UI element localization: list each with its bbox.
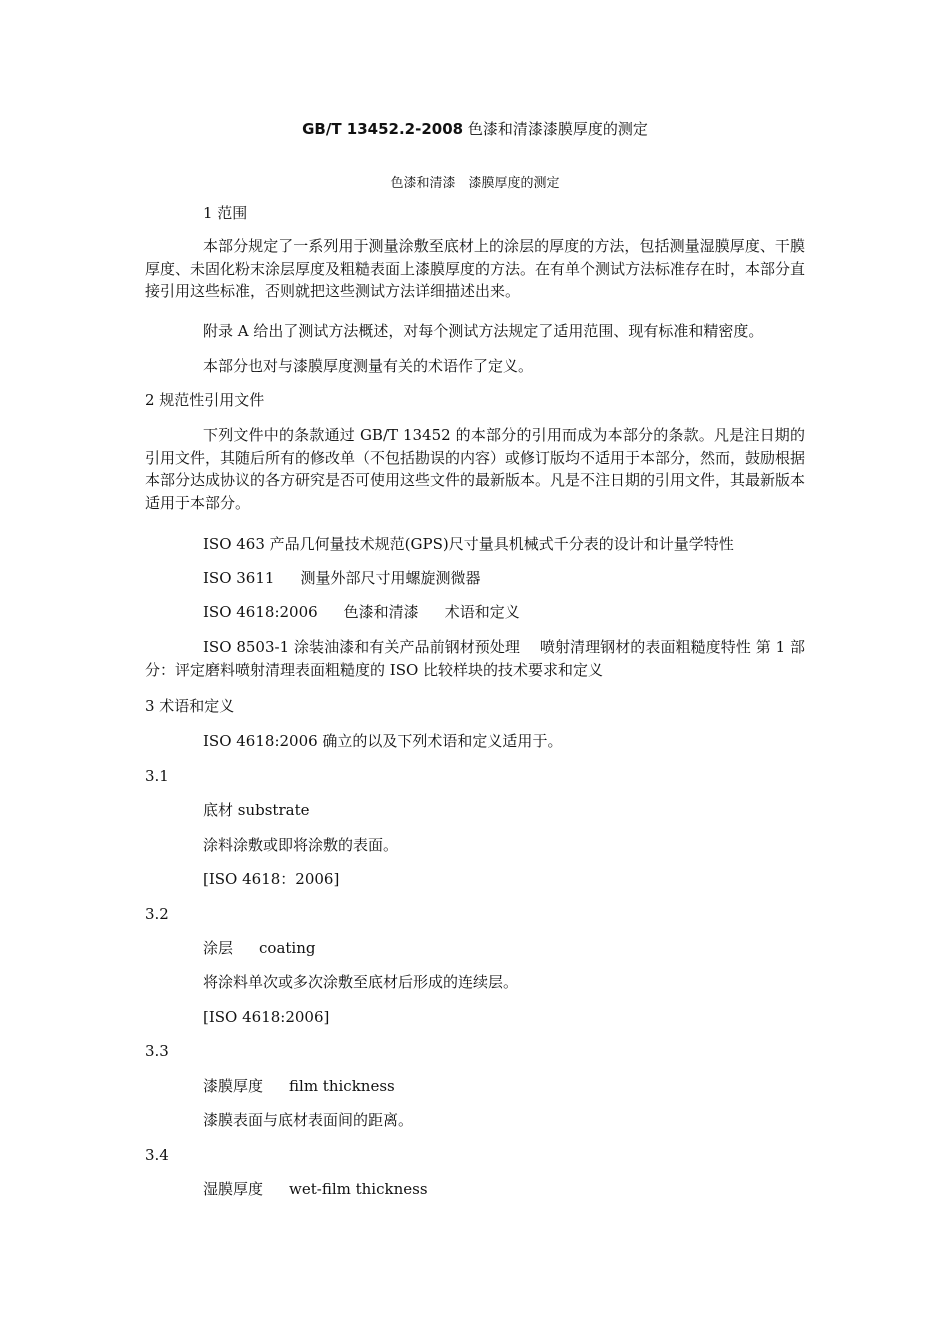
section-1-paragraph-2: 附录 A 给出了测试方法概述，对每个测试方法规定了适用范围、现有标准和精密度。 <box>203 322 764 340</box>
term-3-4-number: 3.4 <box>145 1146 169 1164</box>
section-3-paragraph-1: ISO 4618:2006 确立的以及下列术语和定义适用于。 <box>203 732 563 750</box>
term-3-2-source: [ISO 4618:2006] <box>203 1008 330 1026</box>
term-3-3-term: 漆膜厚度 <box>203 1077 264 1095</box>
term-3-2-name <box>203 937 315 959</box>
term-3-4-name <box>203 1178 428 1200</box>
term-3-3-name <box>203 1075 395 1097</box>
term-3-3-definition: 漆膜表面与底材表面间的距离。 <box>203 1111 414 1129</box>
term-3-1-source: [ISO 4618：2006] <box>203 870 340 888</box>
term-3-3-number: 3.3 <box>145 1042 169 1060</box>
reference-3 <box>203 601 520 623</box>
reference-3-text-a: 色漆和清漆 <box>343 603 419 621</box>
document-title <box>0 118 950 139</box>
term-3-2-definition: 将涂料单次或多次涂敷至底材后形成的连续层。 <box>203 973 519 991</box>
reference-1: ISO 463 产品几何量技术规范(GPS)尺寸量具机械式千分表的设计和计量学特性 <box>203 535 734 553</box>
reference-2 <box>203 567 480 589</box>
document-subtitle: 色漆和清漆 漆膜厚度的测定 <box>390 176 560 191</box>
reference-4: ISO 8503-1 涂装油漆和有关产品前钢材预处理 喷射清理钢材的表面粗糙度特性 第 1 部分：评定磨料喷射清理表面粗糙度的 ISO 比较样块的技术要求和定义 <box>145 638 805 679</box>
term-3-2-english: coating <box>259 939 316 957</box>
term-3-1-name: 底材 substrate <box>203 801 310 819</box>
reference-3-text-b: 术语和定义 <box>444 603 520 621</box>
reference-3-code: ISO 4618:2006 <box>203 603 318 621</box>
term-3-2-number: 3.2 <box>145 905 169 923</box>
term-3-1-definition: 涂料涂敷或即将涂敷的表面。 <box>203 836 399 854</box>
standard-code: GB/T 13452.2-2008 <box>302 120 464 138</box>
section-1-paragraph-3: 本部分也对与漆膜厚度测量有关的术语作了定义。 <box>203 357 534 375</box>
reference-2-text: 测量外部尺寸用螺旋测微器 <box>300 569 481 587</box>
section-2-heading: 2 规范性引用文件 <box>145 391 265 409</box>
reference-2-code: ISO 3611 <box>203 569 275 587</box>
term-3-1-number: 3.1 <box>145 767 169 785</box>
title-text: 色漆和清漆漆膜厚度的测定 <box>467 120 648 138</box>
term-3-2-term: 涂层 <box>203 939 234 957</box>
term-3-4-english: wet-film thickness <box>289 1180 428 1198</box>
section-3-heading: 3 术语和定义 <box>145 697 235 715</box>
section-1-paragraph-1: 本部分规定了一系列用于测量涂敷至底材上的涂层的厚度的方法，包括测量湿膜厚度、干膜厚度、未固化粉末涂层厚度及粗糙表面上漆膜厚度的方法。在有单个测试方法标准存在时，本部分直接引用这些标准，否则就把这些测试方法详细描述出来。 <box>145 237 806 300</box>
term-3-3-english: film thickness <box>289 1077 395 1095</box>
term-3-4-term: 湿膜厚度 <box>203 1180 264 1198</box>
section-1-heading: 1 范围 <box>203 204 248 222</box>
section-2-paragraph-1: 下列文件中的条款通过 GB/T 13452 的本部分的引用而成为本部分的条款。凡是注日期的引用文件，其随后所有的修改单（不包括勘误的内容）或修订版均不适用于本部分，然而，鼓励根据本部分达成协议的各方研究是否可使用这些文件的最新版本。凡是不注日期的引用文件，其最新版本适用于本部分。 <box>145 426 806 512</box>
